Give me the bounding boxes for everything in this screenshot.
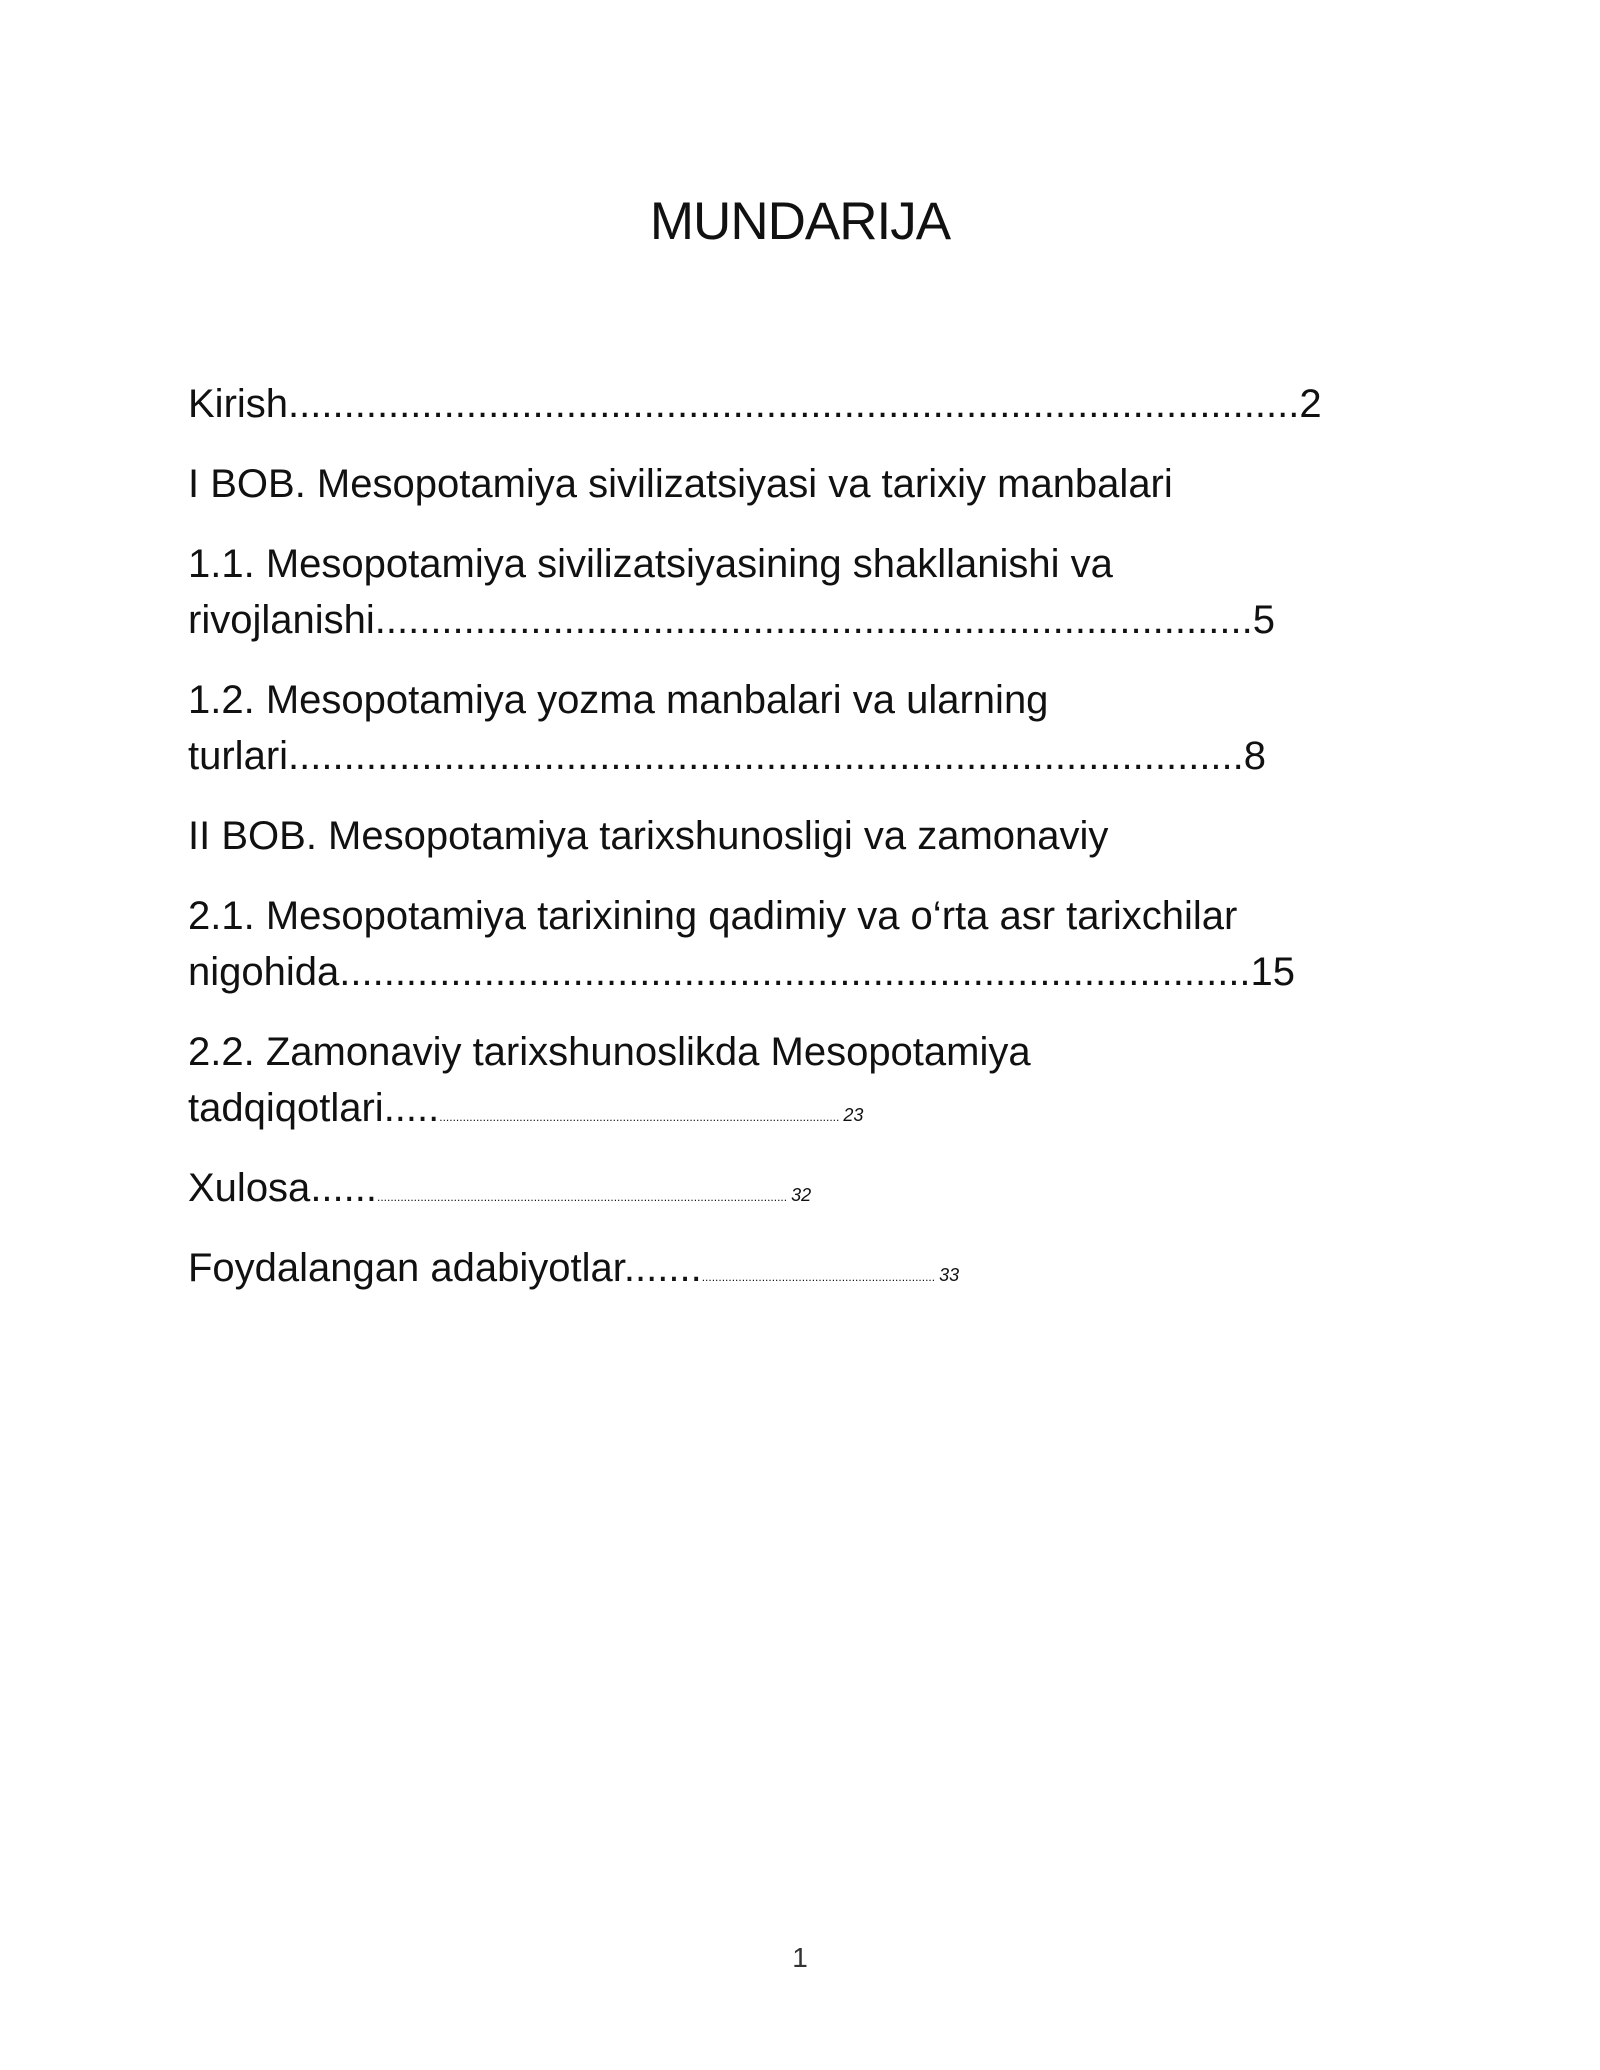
toc-entry-page: 5	[1252, 598, 1275, 642]
toc-entry-label-cont: turlari	[188, 734, 289, 778]
toc-entry-label: 2.2. Zamonaviy tarixshunoslikda Mesopotamiya	[188, 1030, 1031, 1074]
toc-leader-dots: ...........................................................................................	[288, 382, 1300, 426]
toc-leader-dots: ..................................................................................	[339, 950, 1251, 994]
toc-entry-page: 32	[791, 1185, 812, 1205]
toc-leader-dots: ......................................................................................	[288, 734, 1244, 778]
toc-entry-adabiyotlar[interactable]	[188, 1240, 1408, 1296]
toc-entry-label-cont: tadqiqotlari	[188, 1086, 384, 1130]
toc-entry-page: 8	[1243, 734, 1267, 778]
toc-entry-label: I BOB. Mesopotamiya sivilizatsiyasi va tarixiy manbalari	[188, 462, 1173, 506]
page-title: MUNDARIJA	[649, 192, 951, 251]
toc-entry-label: 2.1. Mesopotamiya tarixining qadimiy va o‘rta asr tarixchilar	[188, 894, 1238, 938]
toc-leader-dots: ......	[310, 1166, 377, 1210]
toc-leader-dots-small: ......................................................................	[701, 1270, 936, 1284]
toc-entry-page: 15	[1250, 950, 1296, 994]
toc-chapter-2[interactable]	[188, 808, 1408, 864]
toc-entry-xulosa[interactable]	[188, 1160, 1408, 1216]
toc-entry-page: 33	[939, 1265, 960, 1285]
toc-entry-label: Xulosa	[188, 1166, 311, 1210]
toc-entry-label-cont: rivojlanishi	[188, 598, 375, 642]
page-number: 1	[792, 1942, 808, 1973]
toc-entry-1-1[interactable]	[188, 536, 1408, 648]
toc-entry-label: II BOB. Mesopotamiya tarixshunosligi va zamonaviy	[188, 814, 1109, 858]
toc-entry-label: Foydalangan adabiyotlar	[188, 1246, 624, 1290]
toc-entry-page: 2	[1299, 382, 1322, 426]
table-of-contents	[188, 376, 1408, 1320]
toc-leader-dots-small: ........................................................................................................................	[439, 1110, 840, 1124]
toc-entry-label-cont: nigohida	[188, 950, 340, 994]
toc-entry-label: 1.1. Mesopotamiya sivilizatsiyasining shakllanishi va	[188, 542, 1113, 586]
toc-leader-dots: .....	[383, 1086, 440, 1130]
toc-entry-label: 1.2. Mesopotamiya yozma manbalari va ularning	[188, 678, 1049, 722]
toc-entry-page: 23	[843, 1105, 864, 1125]
toc-entry-label: Kirish	[188, 382, 289, 426]
toc-entry-1-2[interactable]	[188, 672, 1408, 784]
toc-entry-2-2[interactable]	[188, 1024, 1408, 1136]
toc-leader-dots-small: ...........................................................................................................................	[377, 1190, 788, 1204]
toc-chapter-1[interactable]	[188, 456, 1408, 512]
toc-entry-kirish[interactable]	[188, 376, 1408, 432]
toc-entry-2-1[interactable]	[188, 888, 1408, 1000]
toc-leader-dots: .......	[623, 1246, 702, 1290]
toc-leader-dots: ...............................................................................	[374, 598, 1253, 642]
